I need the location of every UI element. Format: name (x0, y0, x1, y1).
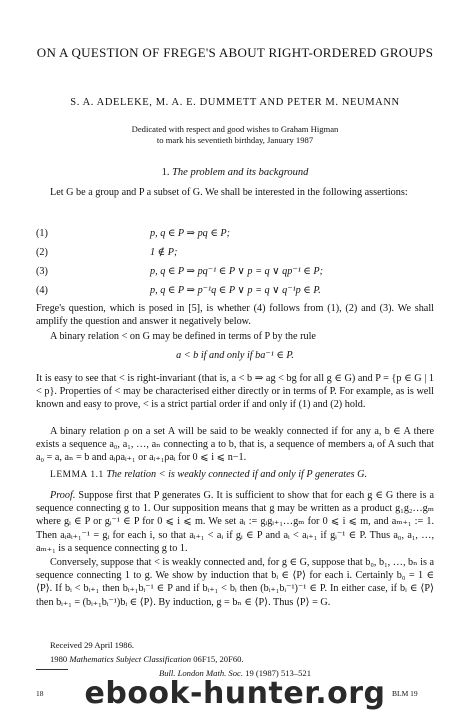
dedication (60, 124, 410, 146)
watermark-text: ebook-hunter.org (84, 676, 386, 711)
ordering-rule-display: a < b if and only if ba⁻¹ ∈ P. (176, 350, 294, 361)
msc-year: 1980 (50, 654, 68, 664)
assertion-formula: 1 ∉ P; (150, 247, 178, 258)
proof-label: Proof. (50, 490, 76, 501)
msc-codes: 06F15, 20F60. (193, 654, 244, 664)
section-title: The problem and its background (172, 167, 309, 178)
assertion-number: (1) (36, 228, 48, 239)
weakly-connected-paragraph: A binary relation ρ on a set A will be said to be weakly connected if for any a, b ∈ A there exists a sequence a₀, a₁, …, aₙ connecting a to b, that is, a sequence of members aᵢ of A such that a₀ = a, aₙ = b and aᵢρaᵢ₊₁ or aᵢ₊₁ρaᵢ for 0 ⩽ i ⩽ n−1. (36, 426, 434, 464)
author-list: S. A. ADELEKE, M. A. E. DUMMETT AND PETER M. NEUMANN (70, 97, 400, 108)
section-number: 1. (161, 167, 170, 178)
right-invariant-paragraph: It is easy to see that < is right-invariant (that is, a < b ⇒ ag < bg for all g ∈ G) and P = {p ∈ G | 1 < p}. Properties of < may be characterised either directly or in terms of P. For example, as is well known and easy to prove, < is a strict partial order if and only if (1) and (2) hold. (36, 373, 434, 411)
proof-paragraph-2: Conversely, suppose that < is weakly connected and, for g ∈ G, suppose that b₀, b₁, …, bₙ is a sequence connecting 1 to g. We show by induction that bᵢ ∈ ⟨P⟩ for each i. Certainly b₀ = 1 ∈ ⟨P⟩. If bᵢ < bᵢ₊₁ then bᵢ₊₁bᵢ⁻¹ ∈ P and if bᵢ₊₁ < bᵢ then (bᵢ₊₁bᵢ⁻¹)⁻¹ ∈ P. In either case, if bᵢ ∈ ⟨P⟩ then bᵢ₊₁ = (bᵢ₊₁bᵢ⁻¹)bᵢ ∈ ⟨P⟩. By induction, g = bₙ ∈ ⟨P⟩. Thus ⟨P⟩ = G. (36, 557, 434, 608)
paper-title: ON A QUESTION OF FREGE'S ABOUT RIGHT-ORDERED GROUPS (36, 45, 434, 60)
proof-paragraph-1 (36, 489, 434, 555)
journal-name: Bull. London Math. Soc. (158, 668, 243, 678)
journal-volume-mark: BLM 19 (392, 689, 418, 698)
lemma-label: LEMMA 1.1 (50, 470, 104, 480)
lemma-statement (36, 468, 434, 482)
journal-reference: 19 (1987) 513–521 (245, 668, 312, 678)
intro-paragraph: Let G be a group and P a subset of G. We shall be interested in the following assertions: (50, 187, 408, 198)
assertion-formula: p, q ∈ P ⇒ p⁻¹q ∈ P ∨ p = q ∨ q⁻¹p ∈ P. (150, 285, 321, 296)
section-heading (40, 167, 430, 178)
dedication-line-1: Dedicated with respect and good wishes to Graham Higman (131, 124, 339, 134)
msc-label: Mathematics Subject Classification (69, 654, 192, 664)
lemma-text: The relation < is weakly connected if and only if P generates G. (106, 469, 368, 480)
received-date: Received 29 April 1986. (50, 640, 135, 650)
msc-classification (50, 654, 244, 665)
page-number: 18 (36, 689, 44, 698)
assertion-number: (4) (36, 285, 48, 296)
assertion-formula: p, q ∈ P ⇒ pq ∈ P; (150, 228, 231, 239)
assertion-formula: p, q ∈ P ⇒ pq⁻¹ ∈ P ∨ p = q ∨ qp⁻¹ ∈ P; (150, 266, 324, 277)
binary-relation-paragraph: A binary relation < on G may be defined in terms of P by the rule (50, 331, 316, 342)
proof-text-1: Suppose first that P generates G. It is sufficient to show that for each g ∈ G there is a sequence connecting g to 1. Our supposition means that g may be written as a product g₁g₂…gₘ where gᵢ ∈ P or gᵢ⁻¹ ∈ P for 0 ⩽ i ⩽ m. We set aᵢ := gᵢgᵢ₊₁…gₘ for 0 ⩽ i ⩽ m, and aₘ₊₁ := 1. Then aᵢaᵢ₊₁⁻¹ = gᵢ for each i, so that aᵢ₊₁ < aᵢ if gᵢ ∈ P and aᵢ < aᵢ₊₁ if gᵢ⁻¹ ∈ P. Thus a₀, a₁, …, aₘ₊₁ is a sequence connecting g to 1. (36, 490, 434, 554)
assertion-number: (2) (36, 247, 48, 258)
assertion-number: (3) (36, 266, 48, 277)
frege-question-paragraph: Frege's question, which is posed in [5], is whether (4) follows from (1), (2) and (3). We shall amplify the question and answer it negatively below. (36, 303, 434, 328)
dedication-line-2: to mark his seventieth birthday, January 1987 (156, 135, 314, 145)
